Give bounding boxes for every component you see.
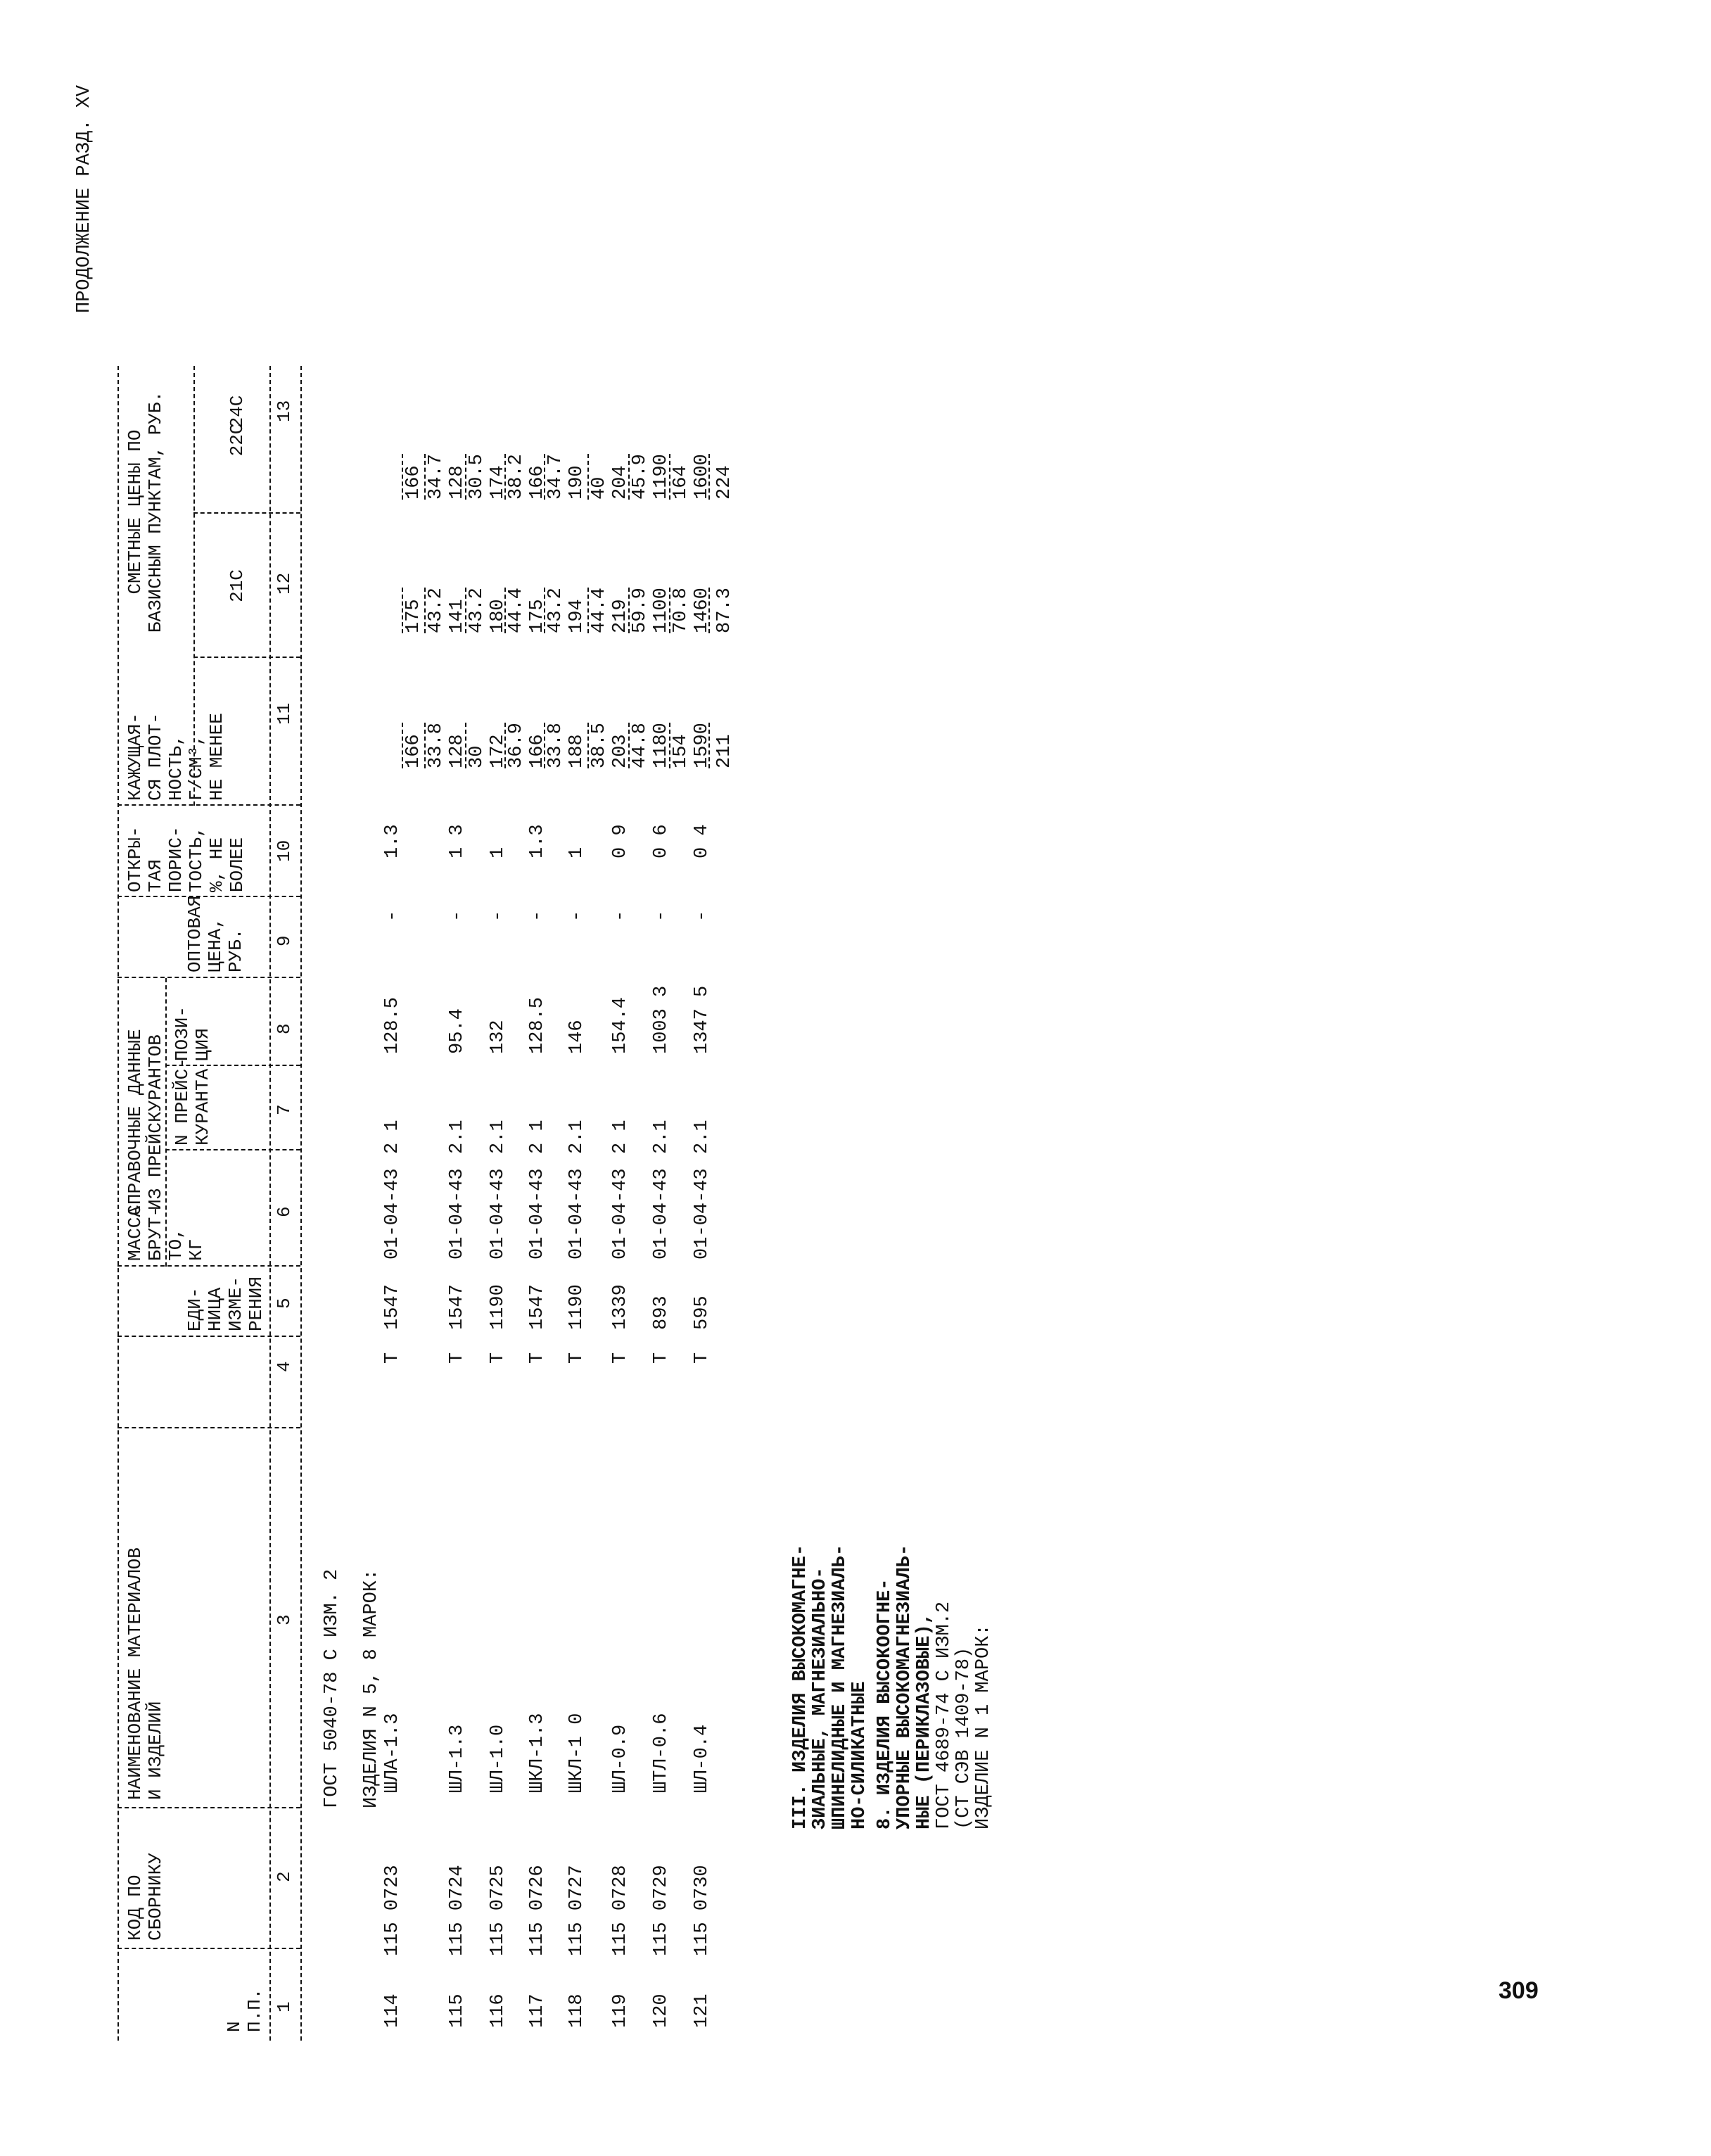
price-separator-rule: [587, 588, 589, 633]
estimate-price-upper: 33.8: [426, 723, 447, 768]
row-unit: Т: [566, 1352, 587, 1364]
section-heading-8: НЫЕ (ПЕРИКЛАЗОВЫЕ),: [914, 1613, 935, 1830]
column-number: 1: [274, 2001, 295, 2012]
price-separator-rule: [465, 723, 466, 768]
rotated-table-page: [60, 84, 1509, 2041]
column-divider: [165, 1149, 300, 1150]
column-header-text: Г/СМ³,: [186, 735, 207, 801]
row-name: ШЛ-1.0: [488, 1724, 509, 1793]
section-heading-3: III. ИЗДЕЛИЯ ВЫСОКОМАГНЕ-: [790, 1544, 811, 1830]
row-code: 115 0723: [382, 1865, 403, 1956]
row-unit: Т: [692, 1352, 713, 1364]
row-code: 115 0729: [651, 1865, 672, 1956]
row-mass: 1190: [488, 1284, 509, 1330]
column-header-text: КГ: [186, 1238, 207, 1261]
price-separator-rule: [402, 723, 403, 768]
column-header-text: НИЦА: [205, 1287, 226, 1331]
column-header-text: ОТКРЫ-: [125, 826, 146, 892]
column-header-text: N ПРЕЙС-: [172, 1058, 193, 1146]
estimate-price-upper: 154: [670, 734, 692, 768]
column-header-text: РЕНИЯ: [246, 1276, 267, 1331]
estimate-price-upper: 36.9: [506, 723, 527, 768]
estimate-price-lower: 1100: [651, 588, 672, 633]
price-separator-rule: [669, 588, 670, 633]
column-number: 8: [274, 1023, 295, 1034]
row-mass: 1547: [447, 1284, 468, 1330]
estimate-price-lower: 141: [447, 599, 468, 633]
row-porosity: -: [692, 910, 713, 922]
estimate-price-upper: 44.4: [589, 588, 610, 633]
column-number: 5: [274, 1298, 295, 1309]
row-unit: Т: [447, 1352, 468, 1364]
price-separator-rule: [424, 723, 426, 768]
running-header: ПРОДОЛЖЕНИЕ РАЗД. XV: [74, 84, 95, 313]
estimate-price-lower: 128: [447, 734, 468, 768]
estimate-price-upper: 40: [589, 476, 610, 500]
section-heading-3: ЗИАЛЬНЫЕ, МАГНЕЗИАЛЬНО-: [810, 1567, 831, 1830]
row-wholesale-price: 95.4: [447, 1008, 468, 1054]
row-unit: Т: [651, 1352, 672, 1364]
column-divider: [117, 1807, 300, 1808]
section-8-detail: ИЗДЕЛИЕ N 1 МАРОК:: [973, 1624, 994, 1830]
row-density: 0 9: [610, 824, 631, 858]
row-code: 115 0727: [566, 1865, 587, 1956]
row-porosity: -: [382, 910, 403, 922]
row-code: 115 0725: [488, 1865, 509, 1956]
price-separator-rule: [669, 454, 670, 500]
estimate-price-upper: 34.7: [426, 454, 447, 500]
row-position: 2 1: [610, 1120, 631, 1154]
row-number: 119: [610, 1993, 631, 2028]
price-separator-rule: [587, 454, 589, 500]
trailing-21c: 211: [714, 734, 735, 768]
row-mass: 1547: [382, 1284, 403, 1330]
column-header-text: И ИЗДЕЛИЙ: [145, 1701, 166, 1800]
column-header-text: ПОЗИ-: [172, 1006, 193, 1061]
estimate-price-upper: 30: [466, 745, 488, 768]
row-wholesale-price: 1347 5: [692, 985, 713, 1054]
row-density: 0 6: [651, 824, 672, 858]
column-header-text: НАИМЕНОВАНИЕ МАТЕРИАЛОВ: [125, 1547, 146, 1800]
column-header-text: ИЗМЕ-: [225, 1276, 246, 1331]
price-separator-rule: [504, 588, 506, 633]
row-number: 120: [651, 1993, 672, 2028]
estimate-price: 166: [403, 734, 424, 768]
row-density: 0 4: [692, 824, 713, 858]
row-position: 2 1: [382, 1120, 403, 1154]
row-name: ШЛ-0.4: [692, 1724, 713, 1793]
column-header-text: ЕДИ-: [184, 1287, 205, 1331]
row-wholesale-price: 1003 3: [651, 985, 672, 1054]
column-number: 12: [274, 572, 295, 595]
estimate-price-lower: 166: [527, 734, 548, 768]
column-header-text: КАЖУЩАЯ-: [125, 713, 146, 801]
column-header-text: ТО,: [165, 1228, 186, 1261]
row-density: 1.3: [527, 824, 548, 858]
column-divider: [117, 1427, 300, 1428]
price-separator-rule: [708, 588, 710, 633]
row-name: ШЛА-1.3: [382, 1713, 403, 1793]
column-number: 4: [274, 1361, 295, 1372]
column-header-text: КУРАНТА: [192, 1068, 213, 1146]
column-header-text: ОПТОВАЯ: [184, 895, 205, 972]
price-separator-rule: [628, 723, 630, 768]
estimate-price-upper: 43.2: [426, 588, 447, 633]
estimate-price-lower: 194: [566, 599, 587, 633]
estimate-price: 166: [403, 465, 424, 500]
row-wholesale-price: 146: [566, 1020, 587, 1054]
price-separator-rule: [424, 454, 426, 500]
row-density: 1 3: [447, 824, 468, 858]
estimate-price-lower: 219: [610, 599, 631, 633]
column-divider: [117, 804, 300, 806]
row-number: 114: [382, 1993, 403, 2028]
estimate-price-upper: 33.8: [545, 723, 566, 768]
row-position: 2.1: [651, 1120, 672, 1154]
row-porosity: -: [566, 910, 587, 922]
table-top-rule: [117, 366, 119, 2041]
row-pricelist: 01-04-43: [692, 1168, 713, 1260]
trailing-22c: 87.3: [714, 588, 735, 633]
column-header-22c: 22С: [227, 423, 248, 457]
estimate-price-upper: 34.7: [545, 454, 566, 500]
row-number: 117: [527, 1993, 548, 2028]
estimate-price-lower: 1600: [692, 454, 713, 500]
estimate-price-lower: 188: [566, 734, 587, 768]
column-header-text: ИЗ ПРЕЙСКУРАНТОВ: [145, 1034, 166, 1210]
column-header-text: НОСТЬ,: [165, 735, 186, 801]
row-position: 2.1: [566, 1120, 587, 1154]
row-position: 2 1: [527, 1120, 548, 1154]
row-pricelist: 01-04-43: [488, 1168, 509, 1260]
column-divider: [117, 1336, 300, 1337]
estimate-price-lower: 166: [527, 465, 548, 500]
row-porosity: -: [651, 910, 672, 922]
estimate-price-upper: 164: [670, 465, 692, 500]
column-header-text: N: [224, 2021, 245, 2032]
estimate-price-lower: 128: [447, 465, 468, 500]
price-separator-rule: [544, 723, 545, 768]
row-code: 115 0726: [527, 1865, 548, 1956]
row-mass: 1547: [527, 1284, 548, 1330]
estimate-price-upper: 38.2: [506, 454, 527, 500]
price-separator-rule: [465, 454, 466, 500]
row-code: 115 0724: [447, 1865, 468, 1956]
section-heading-8: 8. ИЗДЕЛИЯ ВЫСОКООГНЕ-: [874, 1578, 896, 1830]
column-header-text: СЯ ПЛОТ-: [145, 713, 166, 801]
column-number: 3: [274, 1614, 295, 1625]
row-pricelist: 01-04-43: [566, 1168, 587, 1260]
row-number: 118: [566, 1993, 587, 2028]
price-separator-rule: [504, 454, 506, 500]
row-number: 121: [692, 1993, 713, 2028]
column-header-text: БРУТ-: [145, 1205, 166, 1261]
page-number: 309: [1499, 1977, 1539, 2004]
column-header-text: СПРАВОЧНЫЕ ДАННЫЕ: [125, 1029, 146, 1216]
price-separator-rule: [544, 588, 545, 633]
row-porosity: -: [488, 910, 509, 922]
row-pricelist: 01-04-43: [527, 1168, 548, 1260]
row-number: 116: [488, 1993, 509, 2028]
estimate-price-lower: 204: [610, 465, 631, 500]
row-name: ШКЛ-1.3: [527, 1713, 548, 1793]
estimate-price: 175: [403, 599, 424, 633]
column-number: 11: [274, 702, 295, 725]
estimate-price-lower: 1460: [692, 588, 713, 633]
column-number: 9: [274, 935, 295, 946]
row-density: 1.3: [382, 824, 403, 858]
column-header-text: КОД ПО: [125, 1875, 146, 1941]
row-porosity: -: [610, 910, 631, 922]
row-name: ШТЛ-0.6: [651, 1713, 672, 1793]
column-header-text: ТОСТЬ,: [186, 826, 207, 892]
header-bottom-rule: [269, 366, 271, 2041]
price-separator-rule: [669, 723, 670, 768]
row-name: ШКЛ-1 0: [566, 1713, 587, 1793]
price-separator-rule: [587, 723, 589, 768]
estimate-price-lower: 174: [488, 465, 509, 500]
estimate-price-upper: 43.2: [545, 588, 566, 633]
row-name: ШЛ-0.9: [610, 1724, 631, 1793]
estimate-price-lower: 180: [488, 599, 509, 633]
estimate-price-upper: 45.9: [630, 454, 651, 500]
column-number: 10: [274, 839, 295, 862]
row-mass: 1339: [610, 1284, 631, 1330]
column-header-text: ЦИЯ: [192, 1028, 213, 1061]
row-pricelist: 01-04-43: [382, 1168, 403, 1260]
column-number-rule: [300, 366, 302, 2041]
price-separator-rule: [465, 588, 466, 633]
price-separator-rule: [424, 588, 426, 633]
row-mass: 595: [692, 1295, 713, 1330]
price-separator-rule: [708, 723, 710, 768]
estimate-price-upper: 44.8: [630, 723, 651, 768]
column-header-text: П.П.: [244, 1988, 265, 2032]
row-name: ШЛ-1.3: [447, 1724, 468, 1793]
section-heading-3: ШПИНЕЛИДНЫЕ И МАГНЕЗИАЛЬ-: [829, 1544, 851, 1830]
column-header-text: ЦЕНА,: [205, 917, 226, 972]
estimate-price-upper: 38.5: [589, 723, 610, 768]
row-wholesale-price: 132: [488, 1020, 509, 1054]
row-unit: Т: [610, 1352, 631, 1364]
price-separator-rule: [628, 454, 630, 500]
row-code: 115 0730: [692, 1865, 713, 1956]
row-position: 2.1: [447, 1120, 468, 1154]
column-header-text: %, НЕ: [206, 837, 227, 892]
column-header-text: НЕ МЕНЕЕ: [206, 713, 227, 801]
row-mass: 893: [651, 1295, 672, 1330]
price-separator-rule: [544, 454, 545, 500]
column-header-24c: 24С: [227, 395, 248, 429]
column-header-text: БОЛЕЕ: [227, 837, 248, 892]
estimate-price-lower: 1180: [651, 723, 672, 768]
section-8-detail: (СТ СЭВ 1409-78): [953, 1647, 974, 1830]
row-number: 115: [447, 1993, 468, 2028]
row-wholesale-price: 128.5: [382, 996, 403, 1054]
section-gost: ГОСТ 5040-78 С ИЗМ. 2: [322, 1568, 343, 1808]
estimate-price-upper: 70.8: [670, 588, 692, 633]
estimate-price-upper: 43.2: [466, 588, 488, 633]
estimate-price-lower: 172: [488, 734, 509, 768]
row-density: 1: [566, 846, 587, 858]
row-pricelist: 01-04-43: [610, 1168, 631, 1260]
row-wholesale-price: 154.4: [610, 996, 631, 1054]
column-header-21c: 21С: [227, 569, 248, 602]
column-header-text: БАЗИСНЫМ ПУНКТАМ, РУБ.: [145, 391, 166, 633]
price-separator-rule: [628, 588, 630, 633]
section-heading-8: УПОРНЫЕ ВЫСОКОМАГНЕЗИАЛЬ-: [894, 1544, 915, 1830]
section-heading-3: НО-СИЛИКАТНЫЕ: [849, 1681, 870, 1830]
column-divider: [117, 896, 300, 897]
row-density: 1: [488, 846, 509, 858]
row-position: 2.1: [488, 1120, 509, 1154]
estimate-price-upper: 44.4: [506, 588, 527, 633]
row-unit: Т: [382, 1352, 403, 1364]
section-8-detail: ГОСТ 4689-74 С ИЗМ.2: [934, 1601, 955, 1830]
section-items-caption: ИЗДЕЛИЯ N 5, 8 МАРОК:: [361, 1568, 382, 1808]
column-header-text: ТАЯ: [145, 859, 166, 892]
column-number: 13: [274, 400, 295, 422]
price-separator-rule: [708, 454, 710, 500]
row-code: 115 0728: [610, 1865, 631, 1956]
column-header-text: СМЕТНЫЕ ЦЕНЫ ПО: [125, 429, 146, 595]
trailing-24c: 224: [714, 465, 735, 500]
estimate-price-upper: 30.5: [466, 454, 488, 500]
column-number: 7: [274, 1104, 295, 1115]
estimate-price-lower: 1590: [692, 723, 713, 768]
estimate-price-lower: 203: [610, 734, 631, 768]
column-header-text: СБОРНИКУ: [145, 1853, 166, 1941]
row-pricelist: 01-04-43: [447, 1168, 468, 1260]
price-separator-rule: [402, 454, 403, 500]
row-unit: Т: [488, 1352, 509, 1364]
estimate-price-lower: 1190: [651, 454, 672, 500]
row-mass: 1190: [566, 1284, 587, 1330]
estimate-price-upper: 59.9: [630, 588, 651, 633]
column-number: 2: [274, 1871, 295, 1882]
price-separator-rule: [504, 723, 506, 768]
column-header-text: РУБ.: [225, 928, 246, 972]
column-header-text: МАССА: [125, 1205, 146, 1261]
estimate-price-lower: 190: [566, 465, 587, 500]
row-porosity: -: [527, 910, 548, 922]
row-position: 2.1: [692, 1120, 713, 1154]
price-separator-rule: [402, 588, 403, 633]
row-porosity: -: [447, 910, 468, 922]
row-unit: Т: [527, 1352, 548, 1364]
column-header-text: ПОРИС-: [165, 826, 186, 892]
column-divider: [117, 1948, 300, 1949]
row-pricelist: 01-04-43: [651, 1168, 672, 1260]
row-wholesale-price: 128.5: [527, 996, 548, 1054]
column-number: 6: [274, 1206, 295, 1217]
estimate-price-lower: 175: [527, 599, 548, 633]
